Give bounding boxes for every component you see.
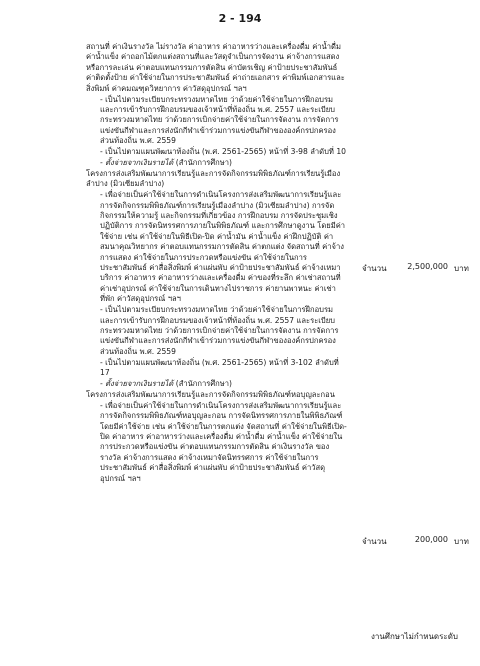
funding-2	[86, 379, 348, 389]
funding-source-1: (สำนักการศึกษา)	[175, 157, 232, 167]
continuation-text: สถานที่ ค่าเงินรางวัล ไม่รางวัล ค่าอาหาร ค่าอาหารว่างและเครื่องดื่ม ค่าน้ำดื่ม ค่าน้ำแข็ง ค่าถอกไม้ตกแต่งสถานที่และวัสดุจำเป็นการจัดงาน ค่าจ้างการแสดงหรือการละเล่น ค่าตอบแทนกรรมการตัดสิน ค่าบัตรเชิญ ค่าป้ายประชาสัมพันธ์ ค่าติดตั้งป้าย ค่าใช้จ่ายในการประชาสัมพันธ์ ค่าถ่ายเอกสาร ค่าพิมพ์เอกสารและสิ่งพิมพ์ ค่าคมณฑุดวิหยาการ ค่าวัสดุอุปกรณ์ ฯลฯ	[86, 42, 345, 93]
project-description-2: - เพื่อจ่ายเป็นค่าใช้จ่ายในการดำเนินโครงการส่งเสริมพัฒนาการเรียนรู้และการจัดกิจกรรมพิพิธภัณฑ์การเรียนรู้เมืองลำปาง (มิวเซียมลำปาง) การจัดกิจกรรมให้ความรู้ และกิจกรรมที่เกี่ยวข้อง การฝึกอบรม การจัดประชุมเชิงปฏิบัติการ การจัดนิทรรศการภายในพิพิธภัณฑ์ และการศึกษาดูงาน โดยมีค่าใช้จ่าย เช่น ค่าใช้จ่ายในพิธีเปิด-ปิด ค่าน้ำมัน ค่าน้ำแข็ง ค่าฝึกปฏิบัติ ค่าสมนาคุณวิทยากร ค่าตอบแทนกรรมการตัดสิน ค่าตกแต่ง จัดสถานที่ ค่าจ้างการแสดง ค่าใช้จ่ายในการประกวดหรือแข่งขัน ค่าใช้จ่ายในการประชาสัมพันธ์ ค่าสื่อสิ่งพิมพ์ ค่าแผ่นพับ ค่าป้ายประชาสัมพันธ์ ค่าจ้างเหมาบริการ ค่าอาหาร ค่าอาหารว่างและเครื่องดื่ม ค่าของที่ระลึก ค่าเช่าสถานที่ ค่าเช่าอุปกรณ์ ค่าใช้จ่ายในการเดินทางไปราชการ ค่ายานพาหนะ ค่าเช่าที่พัก ค่าวัสดุอุปกรณ์ ฯลฯ	[100, 190, 346, 304]
funding-1	[86, 158, 348, 168]
project-description-3: - เพื่อจ่ายเป็นค่าใช้จ่ายในการดำเนินโครงการส่งเสริมพัฒนาการเรียนรู้และการจัดกิจกรรมพิพิธภัณฑ์หอบุญละกอน การจัดนิทรรศการภายในพิพิธภัณฑ์ โดยมีค่าใช้จ่าย เช่น ค่าใช้จ่ายในการตกแต่ง จัดสถานที่ ค่าใช้จ่ายในพิธีเปิด-ปิด ค่าอาหาร ค่าอาหารว่างและเครื่องดื่ม ค่าน้ำดื่ม ค่าน้ำแข็ง ค่าใช้จ่ายในการประกวดหรือแข่งขัน ค่าตอบแทนกรรมการตัดสิน ค่าเงินรางวัล ของรางวัล ค่าจ้างการแสดง ค่าจ้างเหมาจัดนิทรรศการ ค่าใช้จ่ายในการประชาสัมพันธ์ ค่าสื่อสิ่งพิมพ์ ค่าแผ่นพับ ค่าป้ายประชาสัมพันธ์ ค่าวัสดุอุปกรณ์ ฯลฯ	[100, 400, 347, 483]
regulation-1a: - เป็นไปตามระเบียบกระทรวงมหาดไทย ว่าด้วยค่าใช้จ่ายในการฝึกอบรม และการเข้ารับการฝึกอบรมของเจ้าหน้าที่ท้องถิ่น พ.ศ. 2557 และระเบียบกระทรวงมหาดไทย ว่าด้วยการเบิกจ่ายค่าใช้จ่ายในการจัดงาน การจัดการแข่งขันกีฬาและการส่งนักกีฬาเข้าร่วมการแข่งขันกีฬาขององค์กรปกครองส่วนท้องถิ่น พ.ศ. 2559	[100, 94, 339, 146]
page-number: 2 - 194	[218, 12, 262, 25]
project-title-2: โครงการส่งเสริมพัฒนาการเรียนรู้และการจัดกิจกรรมพิพิธภัณฑ์การเรียนรู้เมืองลำปาง (มิวเซียมลำปาง)	[86, 168, 341, 189]
amount-label-2: จำนวน	[362, 264, 387, 273]
regulation-2b: - เป็นไปตามแผนพัฒนาท้องถิ่น (พ.ศ. 2561-2565) หน้าที่ 3-102 ลำดับที่ 17	[100, 357, 339, 378]
project-title-3: โครงการส่งเสริมพัฒนาการเรียนรู้และการจัดกิจกรรมพิพิธภัณฑ์หอบุญละกอน	[86, 389, 335, 399]
amount-label-3: จำนวน	[362, 537, 387, 546]
amount-unit-2: บาท	[454, 264, 469, 273]
amount-value-2: 2,500,000	[407, 262, 448, 271]
funding-label-2: - ตั้งจ่ายจากเงินรายได้	[100, 379, 174, 388]
amount-unit-3: บาท	[454, 537, 469, 546]
amount-value-3: 200,000	[414, 535, 448, 544]
regulation-1b: - เป็นไปตามแผนพัฒนาท้องถิ่น (พ.ศ. 2561-2565) หน้าที่ 3-98 ลำดับที่ 10	[100, 147, 347, 157]
footer-note: งานศึกษาไม่กำหนดระดับ	[371, 632, 458, 641]
regulation-2a: - เป็นไปตามระเบียบกระทรวงมหาดไทย ว่าด้วยค่าใช้จ่ายในการฝึกอบรม และการเข้ารับการฝึกอบรมของเจ้าหน้าที่ท้องถิ่น พ.ศ. 2557 และระเบียบกระทรวงมหาดไทย ว่าด้วยการเบิกจ่ายค่าใช้จ่ายในการจัดงาน การจัดการแข่งขันกีฬาและการส่งนักกีฬาเข้าร่วมการแข่งขันกีฬาขององค์กรปกครองส่วนท้องถิ่น พ.ศ. 2559	[100, 305, 339, 356]
document-body	[86, 42, 348, 485]
funding-label-1: - ตั้งจ่ายจากเงินรายได้	[100, 157, 174, 167]
funding-source-2: (สำนักการศึกษา)	[175, 379, 232, 388]
